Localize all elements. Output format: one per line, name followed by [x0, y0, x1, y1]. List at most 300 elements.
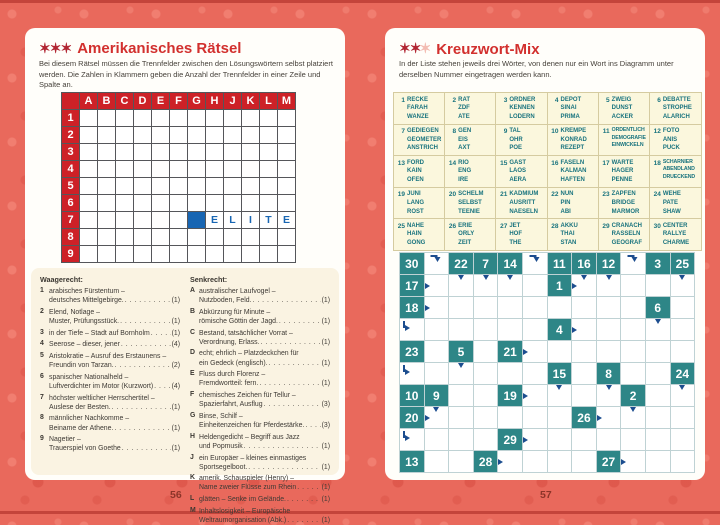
candidate-word: FASELN	[560, 159, 585, 166]
grid-row	[62, 246, 296, 263]
empty-cell	[170, 110, 188, 127]
candidate-word: LODERN	[509, 113, 535, 120]
candidate-word: FORD	[407, 159, 424, 166]
empty-cell	[152, 195, 170, 212]
clue-line: Binse, Schilf –	[199, 412, 243, 420]
candidate-word: WANZE	[407, 113, 429, 120]
candidate-word: KALMAN	[560, 168, 587, 175]
candidate-word: GAST	[509, 159, 526, 166]
candidate-word: RECKE	[407, 96, 429, 103]
blank-cell	[424, 253, 449, 275]
solution-block-cell	[188, 212, 206, 229]
word-list-entry	[599, 219, 650, 250]
empty-cell	[116, 144, 134, 161]
clue-item	[40, 308, 180, 326]
entry-words	[612, 159, 634, 185]
entry-words	[509, 96, 535, 122]
separator-count: (1)	[321, 516, 330, 524]
empty-cell	[80, 144, 98, 161]
blank-cell	[473, 385, 498, 407]
left-page	[25, 28, 345, 524]
right-arrow-icon	[523, 437, 528, 443]
empty-cell	[278, 246, 296, 263]
clue-text	[49, 340, 180, 349]
empty-cell	[152, 161, 170, 178]
blank-cell	[572, 429, 597, 451]
clue-line: Aristokratie – Ausruf des Erstaunens –	[49, 353, 167, 361]
empty-cell	[116, 178, 134, 195]
entry-number: 7	[401, 128, 405, 136]
candidate-word: STAN	[560, 240, 577, 247]
numbered-cell: 22	[449, 253, 474, 275]
numbered-cell: 27	[596, 451, 621, 473]
grid-row	[62, 127, 296, 144]
clue-line: Elend, Notlage –	[49, 308, 100, 316]
empty-cell	[170, 229, 188, 246]
empty-cell	[206, 195, 224, 212]
column-header-cell: J	[224, 93, 242, 110]
column-header-cell: C	[116, 93, 134, 110]
separator-count: (1)	[171, 329, 180, 337]
mix-grid-row	[400, 363, 695, 385]
blank-cell	[498, 297, 523, 319]
grid-row	[62, 178, 296, 195]
entry-words	[663, 159, 695, 185]
separator-count: (1)	[171, 424, 180, 432]
separator-count: (1)	[321, 463, 330, 471]
candidate-word: ZEIT	[458, 240, 472, 247]
candidate-word: JUNI	[407, 191, 421, 198]
clue-line: Freundin von Tarzan.	[49, 362, 114, 370]
separator-count: (1)	[321, 442, 330, 450]
blank-cell	[449, 385, 474, 407]
clue-line: Fluss durch Florenz –	[199, 371, 266, 379]
clue-line: australischer Laufvogel –	[199, 288, 276, 295]
word-list-entry	[599, 156, 650, 188]
bent-right-arrow-icon	[403, 365, 412, 376]
clue-last-line	[49, 329, 180, 338]
empty-cell	[98, 195, 116, 212]
blank-cell	[621, 341, 646, 363]
numbered-cell: 1	[547, 275, 572, 297]
clue-last-line	[199, 338, 330, 347]
entry-words	[561, 127, 587, 153]
numbered-cell: 16	[572, 253, 597, 275]
clue-line: glätten – Senke im Gelände.	[199, 496, 286, 504]
word-list-entry	[394, 156, 445, 188]
right-arrow-icon	[523, 349, 528, 355]
clue-line: arabisches Fürstentum –	[49, 288, 125, 295]
down-arrow-icon	[679, 275, 685, 280]
blank-cell	[670, 407, 695, 429]
clue-last-line	[49, 361, 180, 370]
clue-line: deutsches Mittelgebirge.	[49, 297, 124, 305]
right-arrow-icon	[572, 327, 577, 333]
blank-cell	[498, 363, 523, 385]
blank-cell	[670, 429, 695, 451]
candidate-word: SCHARNIER	[662, 158, 693, 165]
entry-number: 27	[500, 222, 508, 230]
clue-number: J	[190, 453, 194, 461]
grid-header-row	[62, 93, 296, 110]
empty-cell	[98, 229, 116, 246]
empty-cell	[188, 127, 206, 144]
down-arrow-icon	[679, 385, 685, 390]
entry-number: 25	[397, 222, 405, 230]
entry-number: 28	[551, 222, 559, 230]
star-light: ✶	[419, 40, 431, 56]
candidate-word: WEHE	[662, 191, 681, 198]
clue-text	[199, 412, 330, 430]
down-clue-list	[190, 287, 330, 525]
empty-cell	[170, 144, 188, 161]
mix-grid-table	[399, 252, 695, 473]
row-header-cell: 4	[62, 161, 80, 178]
clue-item	[190, 329, 330, 347]
candidate-word: ABENDLAND	[662, 166, 695, 173]
clue-number: 4	[40, 340, 44, 348]
numbered-cell: 25	[670, 253, 695, 275]
entry-words	[663, 222, 689, 248]
clue-line: männlicher Nachkomme –	[49, 415, 130, 423]
candidate-word: NUN	[560, 191, 574, 198]
bent-right-arrow-icon	[403, 431, 412, 442]
candidate-word: HOF	[509, 231, 522, 238]
candidate-word: FARAH	[407, 105, 428, 112]
clue-last-line	[199, 463, 330, 472]
empty-cell	[260, 195, 278, 212]
numbered-cell: 20	[400, 407, 425, 429]
dot-leader	[269, 359, 321, 368]
candidate-word: TAL	[509, 128, 521, 135]
dot-leader	[244, 442, 321, 451]
clue-last-line	[199, 317, 330, 326]
column-header-cell: D	[134, 93, 152, 110]
blank-cell	[449, 297, 474, 319]
empty-cell	[134, 195, 152, 212]
candidate-word: IRE	[458, 177, 469, 183]
word-list-entry	[599, 188, 650, 220]
clue-last-line	[199, 442, 330, 451]
numbered-cell: 19	[498, 385, 523, 407]
candidate-word: SINAI	[560, 105, 577, 112]
empty-cell	[134, 246, 152, 263]
word-list-entry	[650, 219, 701, 250]
candidate-word: ZWEIG	[611, 96, 632, 103]
clue-number: 9	[40, 435, 44, 443]
page-number-left: 56	[170, 489, 182, 501]
clue-number: L	[190, 495, 195, 503]
candidate-word: ENG	[458, 168, 472, 175]
candidate-word: AERA	[509, 177, 527, 183]
word-list-table	[393, 92, 702, 251]
clue-text	[199, 433, 330, 451]
empty-cell	[242, 144, 260, 161]
blank-cell	[400, 363, 425, 385]
difficulty-stars-left: ✶✶✶	[39, 40, 72, 56]
down-arrow-icon	[433, 407, 439, 412]
blank-cell	[645, 341, 670, 363]
entry-number: 26	[448, 222, 457, 230]
grid-corner-cell	[62, 93, 80, 110]
entry-number: 14	[448, 159, 457, 167]
blank-cell	[522, 319, 547, 341]
row-header-cell: 6	[62, 195, 80, 212]
candidate-word: CENTER	[662, 222, 688, 229]
candidate-word: ACKER	[611, 113, 633, 120]
clue-text	[199, 454, 330, 472]
empty-cell	[278, 144, 296, 161]
candidate-word: TEENIE	[458, 208, 480, 215]
dot-leader	[297, 483, 320, 492]
down-arrow-icon	[606, 385, 612, 390]
solution-letter-cell: E	[278, 212, 296, 229]
grid-row	[62, 229, 296, 246]
separator-count: (4)	[171, 382, 180, 390]
blank-cell	[670, 319, 695, 341]
empty-cell	[188, 178, 206, 195]
clue-text	[199, 495, 330, 504]
candidate-word: RAT	[458, 96, 471, 103]
candidate-word: RALLYE	[662, 231, 687, 238]
bent-down-arrow-icon	[529, 255, 540, 263]
clue-number: D	[190, 349, 195, 357]
empty-cell	[260, 161, 278, 178]
empty-cell	[98, 127, 116, 144]
blank-cell	[596, 341, 621, 363]
clue-text	[49, 435, 180, 453]
dot-leader	[287, 516, 320, 525]
word-list-entry	[599, 93, 650, 125]
column-header-cell: G	[188, 93, 206, 110]
separator-count: (1)	[321, 338, 330, 346]
blank-cell	[449, 429, 474, 451]
entry-words	[458, 222, 474, 248]
numbered-cell: 4	[547, 319, 572, 341]
empty-cell	[170, 161, 188, 178]
numbered-cell: 15	[547, 363, 572, 385]
solution-letter-cell: L	[224, 212, 242, 229]
down-heading: Senkrecht:	[190, 275, 228, 284]
clue-last-line	[49, 340, 180, 349]
dot-leader	[279, 317, 321, 326]
empty-cell	[260, 127, 278, 144]
candidate-word: ERIE	[458, 222, 473, 229]
word-list-entry	[445, 93, 496, 125]
empty-cell	[206, 144, 224, 161]
clue-number: 3	[40, 328, 44, 336]
clue-number: 8	[40, 414, 44, 422]
clue-number: 7	[40, 393, 44, 401]
mix-grid-row	[400, 451, 695, 473]
blank-cell	[473, 407, 498, 429]
empty-cell	[242, 246, 260, 263]
clue-last-line	[199, 495, 330, 504]
empty-cell	[152, 229, 170, 246]
entry-number: 19	[397, 191, 405, 199]
blank-cell	[621, 253, 646, 275]
dot-leader	[115, 361, 171, 370]
clue-line: römische Göttin der Jagd.	[199, 317, 278, 325]
numbered-cell: 23	[400, 341, 425, 363]
empty-cell	[170, 195, 188, 212]
empty-cell	[260, 110, 278, 127]
entry-words	[561, 96, 582, 122]
american-grid-table	[61, 92, 296, 263]
clue-text	[49, 373, 180, 391]
empty-cell	[224, 144, 242, 161]
empty-cell	[278, 110, 296, 127]
blank-cell	[424, 363, 449, 385]
empty-cell	[224, 229, 242, 246]
separator-count: (3)	[321, 401, 330, 409]
entry-number: 1	[401, 96, 405, 104]
clue-item	[190, 391, 330, 409]
entry-words	[458, 159, 471, 185]
empty-cell	[260, 178, 278, 195]
candidate-word: SELBST	[458, 199, 482, 206]
clue-item	[40, 340, 180, 349]
blank-cell	[670, 341, 695, 363]
word-list-entry	[650, 93, 701, 125]
word-list-entry	[650, 125, 701, 157]
entry-words	[509, 159, 526, 185]
blank-cell	[547, 407, 572, 429]
clue-last-line	[199, 400, 330, 409]
candidate-word: GONG	[407, 240, 426, 247]
clue-line: chemisches Zeichen für Tellur –	[199, 392, 296, 400]
down-arrow-icon	[581, 275, 587, 280]
clue-number: M	[190, 506, 196, 514]
empty-cell	[206, 127, 224, 144]
across-heading: Waagerecht:	[40, 275, 83, 284]
entry-words	[663, 96, 692, 122]
separator-count: (1)	[321, 496, 330, 504]
blank-cell	[645, 451, 670, 473]
candidate-word: KONRAD	[560, 136, 587, 143]
row-header-cell: 8	[62, 229, 80, 246]
empty-cell	[116, 110, 134, 127]
entry-number: 10	[551, 128, 559, 136]
clue-line: ein Europäer – kleines einmastiges	[199, 454, 307, 462]
entry-number: 23	[602, 191, 610, 199]
blank-cell	[547, 341, 572, 363]
clue-item	[190, 474, 330, 492]
blank-cell	[596, 297, 621, 319]
mix-grid-row	[400, 275, 695, 297]
clue-last-line	[49, 424, 180, 433]
empty-cell	[260, 229, 278, 246]
candidate-word: KADMIUM	[509, 191, 539, 198]
numbered-cell: 24	[670, 363, 695, 385]
word-list-entry	[496, 156, 547, 188]
candidate-word: EINWICKELN	[611, 142, 644, 149]
mix-grid-row	[400, 385, 695, 407]
column-header-cell: L	[260, 93, 278, 110]
empty-cell	[80, 178, 98, 195]
candidate-word: AKKU	[560, 222, 578, 229]
empty-cell	[134, 229, 152, 246]
dot-leader	[252, 296, 320, 305]
clue-line: Weltraumorganisation (Abk.)	[199, 516, 287, 524]
candidate-word: OFEN	[407, 177, 424, 183]
dot-leader	[125, 296, 171, 305]
separator-count: (1)	[171, 403, 180, 411]
blank-cell	[473, 429, 498, 451]
candidate-word: RASSELN	[611, 231, 641, 238]
clue-last-line	[199, 516, 330, 525]
blank-cell	[645, 275, 670, 297]
candidate-word: ANIS	[662, 136, 678, 143]
word-list-entry	[650, 156, 701, 188]
empty-cell	[98, 161, 116, 178]
solution-letter-cell: I	[242, 212, 260, 229]
clue-number: A	[190, 287, 195, 294]
entry-words	[561, 190, 574, 216]
entry-words	[458, 127, 471, 153]
blank-cell	[621, 319, 646, 341]
clue-text	[49, 287, 180, 305]
candidate-word: CHARME	[662, 240, 690, 247]
separator-count: (4)	[171, 341, 180, 349]
page-number-right: 57	[540, 489, 552, 501]
right-page-header	[399, 40, 540, 58]
clue-number: E	[190, 370, 195, 378]
clue-text	[199, 349, 330, 367]
numbered-cell: 6	[645, 297, 670, 319]
dot-leader	[261, 338, 321, 347]
clue-last-line	[199, 483, 330, 492]
clue-text	[49, 414, 180, 432]
empty-cell	[134, 127, 152, 144]
clue-last-line	[49, 317, 180, 326]
blank-cell	[621, 275, 646, 297]
word-list-entry	[445, 188, 496, 220]
clue-line: Spazierfahrt, Ausflug	[199, 401, 263, 409]
blank-cell	[572, 451, 597, 473]
entry-number: 21	[500, 191, 508, 199]
word-list-entry	[650, 188, 701, 220]
word-list-entry	[394, 93, 445, 125]
dot-leader	[114, 424, 170, 433]
entry-words	[407, 190, 424, 216]
candidate-word: SHAW	[662, 208, 681, 215]
empty-cell	[278, 178, 296, 195]
separator-count: (1)	[321, 484, 330, 492]
clue-number: 1	[40, 287, 44, 294]
clue-text	[199, 287, 330, 305]
empty-cell	[152, 246, 170, 263]
empty-cell	[116, 161, 134, 178]
down-arrow-icon	[458, 275, 464, 280]
blank-cell	[547, 297, 572, 319]
word-list-entry	[548, 125, 599, 157]
clue-line: spanischer Nationalheld –	[49, 373, 129, 381]
blank-cell	[522, 407, 547, 429]
right-arrow-icon	[597, 415, 602, 421]
clue-line: Einheitenzeichen für Pferdestärke.	[199, 421, 305, 429]
down-arrow-icon	[630, 407, 636, 412]
clue-text	[199, 370, 330, 388]
empty-cell	[242, 161, 260, 178]
word-list-entry	[496, 125, 547, 157]
blank-cell	[424, 429, 449, 451]
numbered-cell: 13	[400, 451, 425, 473]
candidate-word: RIO	[458, 159, 469, 166]
clue-item	[40, 352, 180, 370]
mix-grid-row	[400, 429, 695, 451]
row-header-cell: 7	[62, 212, 80, 229]
